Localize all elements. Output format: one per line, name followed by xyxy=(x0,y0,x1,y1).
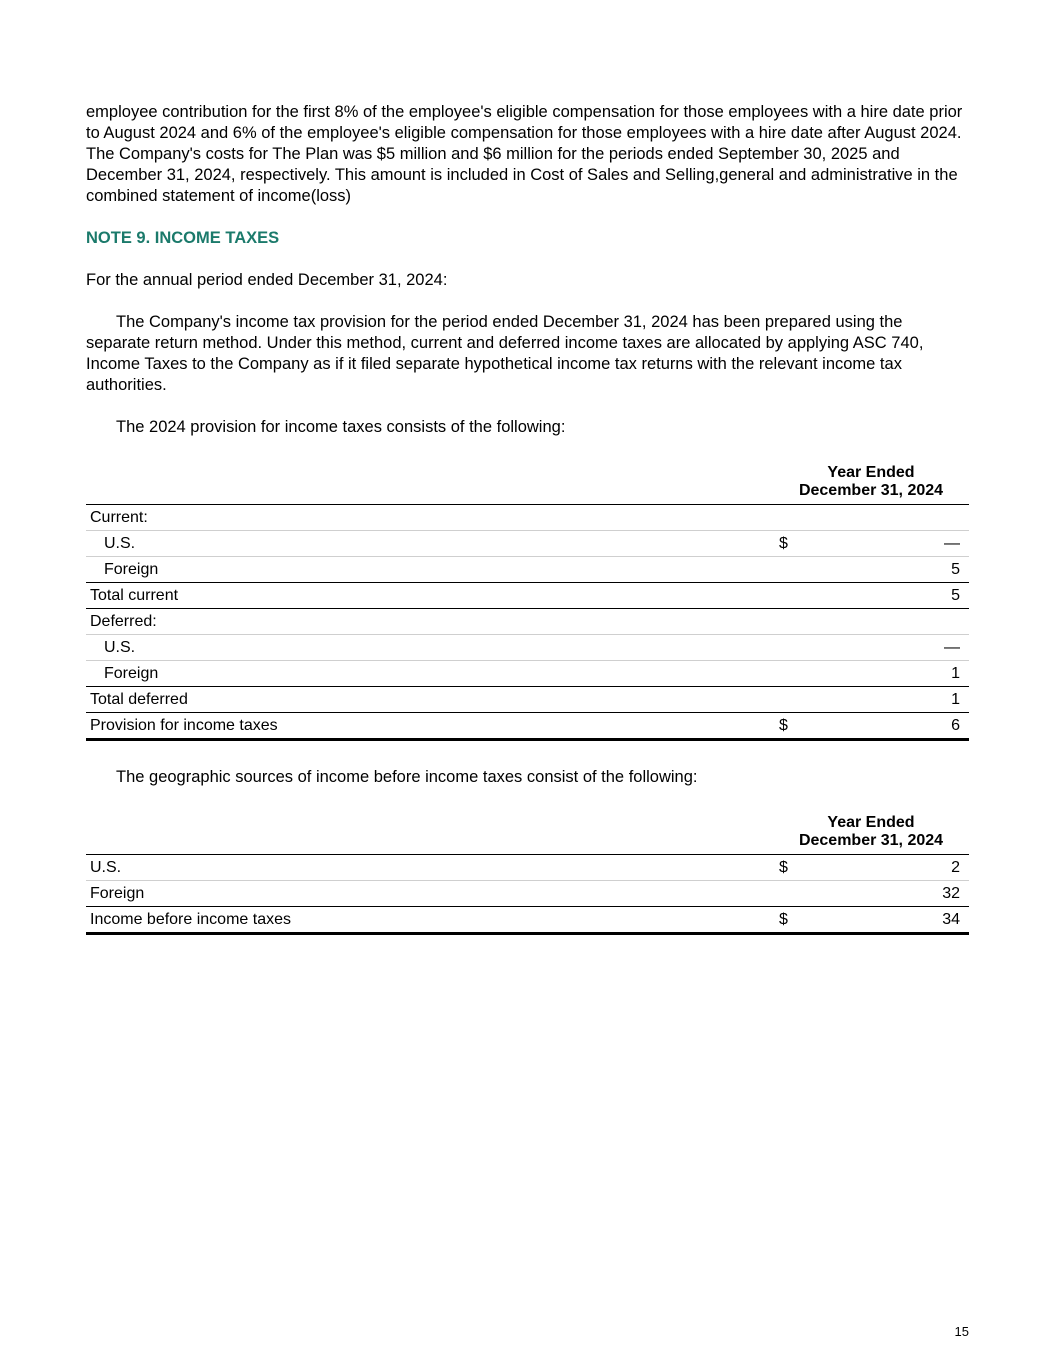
row-value: 2 xyxy=(951,859,960,876)
row-label: Foreign xyxy=(104,665,159,682)
row-label: U.S. xyxy=(90,859,122,876)
page-number: 15 xyxy=(954,1324,969,1339)
dollar-sign: $ xyxy=(779,859,788,876)
provision-intro: The 2024 provision for income taxes consists of the following: xyxy=(116,418,566,436)
dollar-sign xyxy=(779,559,813,580)
dollar-sign xyxy=(779,637,813,658)
row-label: Deferred: xyxy=(90,613,157,630)
row-value: — xyxy=(944,639,960,656)
header-line-2: December 31, 2024 xyxy=(798,482,944,499)
header-line-2: December 31, 2024 xyxy=(798,832,944,849)
header-line-1: Year Ended xyxy=(827,814,915,831)
intro-paragraph: employee contribution for the first 8% of the employee's eligible compensation for those employees with a hire date prior to August 2024 and 6% of the employee's eligible compensation for those employees with a hire date after August 2024. The Company's costs for The Plan was $5 million and $6 million for the periods ended September 30, 2025 and December 31, 2024, respectively. This amount is included in Cost of Sales and Selling,general and administrative in the combined statement of income(loss) xyxy=(86,103,963,205)
table-header xyxy=(86,464,969,505)
geographic-table xyxy=(86,814,969,935)
row-value: 32 xyxy=(942,885,960,902)
row-label: Total deferred xyxy=(90,691,188,708)
table-row xyxy=(86,557,969,582)
row-label: Income before income taxes xyxy=(90,911,291,928)
table-row xyxy=(86,531,969,557)
provision-table xyxy=(86,464,969,741)
dollar-sign xyxy=(779,689,813,710)
dollar-sign xyxy=(779,663,813,684)
geographic-intro: The geographic sources of income before income taxes consist of the following: xyxy=(116,768,698,786)
table-row xyxy=(86,635,969,661)
row-value: 1 xyxy=(951,691,960,708)
column-header-year-ended xyxy=(779,464,969,500)
dollar-sign: $ xyxy=(779,911,788,928)
row-label: U.S. xyxy=(104,639,136,656)
row-value: 5 xyxy=(951,561,960,578)
table-row xyxy=(86,582,969,609)
row-value: 1 xyxy=(951,665,960,682)
table-header xyxy=(86,814,969,855)
table-row xyxy=(86,881,969,906)
table-row xyxy=(86,609,969,635)
column-header-year-ended xyxy=(779,814,969,850)
dollar-sign xyxy=(779,883,813,904)
row-label: Total current xyxy=(90,587,179,604)
note-heading: NOTE 9. INCOME TAXES xyxy=(86,229,280,247)
table-row xyxy=(86,661,969,686)
table-row xyxy=(86,855,969,881)
row-value: 6 xyxy=(951,717,960,734)
table-row xyxy=(86,712,969,741)
row-label: Provision for income taxes xyxy=(90,717,278,734)
period-line: For the annual period ended December 31, 2024: xyxy=(86,271,448,289)
row-value: 5 xyxy=(951,587,960,604)
table-row xyxy=(86,505,969,531)
row-label: Current: xyxy=(90,509,148,526)
row-label: U.S. xyxy=(104,535,136,552)
row-value: 34 xyxy=(942,911,960,928)
row-value: — xyxy=(944,535,960,552)
dollar-sign: $ xyxy=(779,535,788,552)
method-paragraph: The Company's income tax provision for the period ended December 31, 2024 has been prepared using the separate return method. Under this method, current and deferred income taxes are allocated by applying ASC 740, Income Taxes to the Company as if it filed separate hypothetical income tax returns with the relevant income tax authorities. xyxy=(86,313,924,394)
row-label: Foreign xyxy=(104,561,159,578)
dollar-sign xyxy=(779,585,813,606)
table-row xyxy=(86,686,969,712)
table-row xyxy=(86,906,969,935)
row-label: Foreign xyxy=(90,885,145,902)
dollar-sign: $ xyxy=(779,717,788,734)
header-line-1: Year Ended xyxy=(827,464,915,481)
